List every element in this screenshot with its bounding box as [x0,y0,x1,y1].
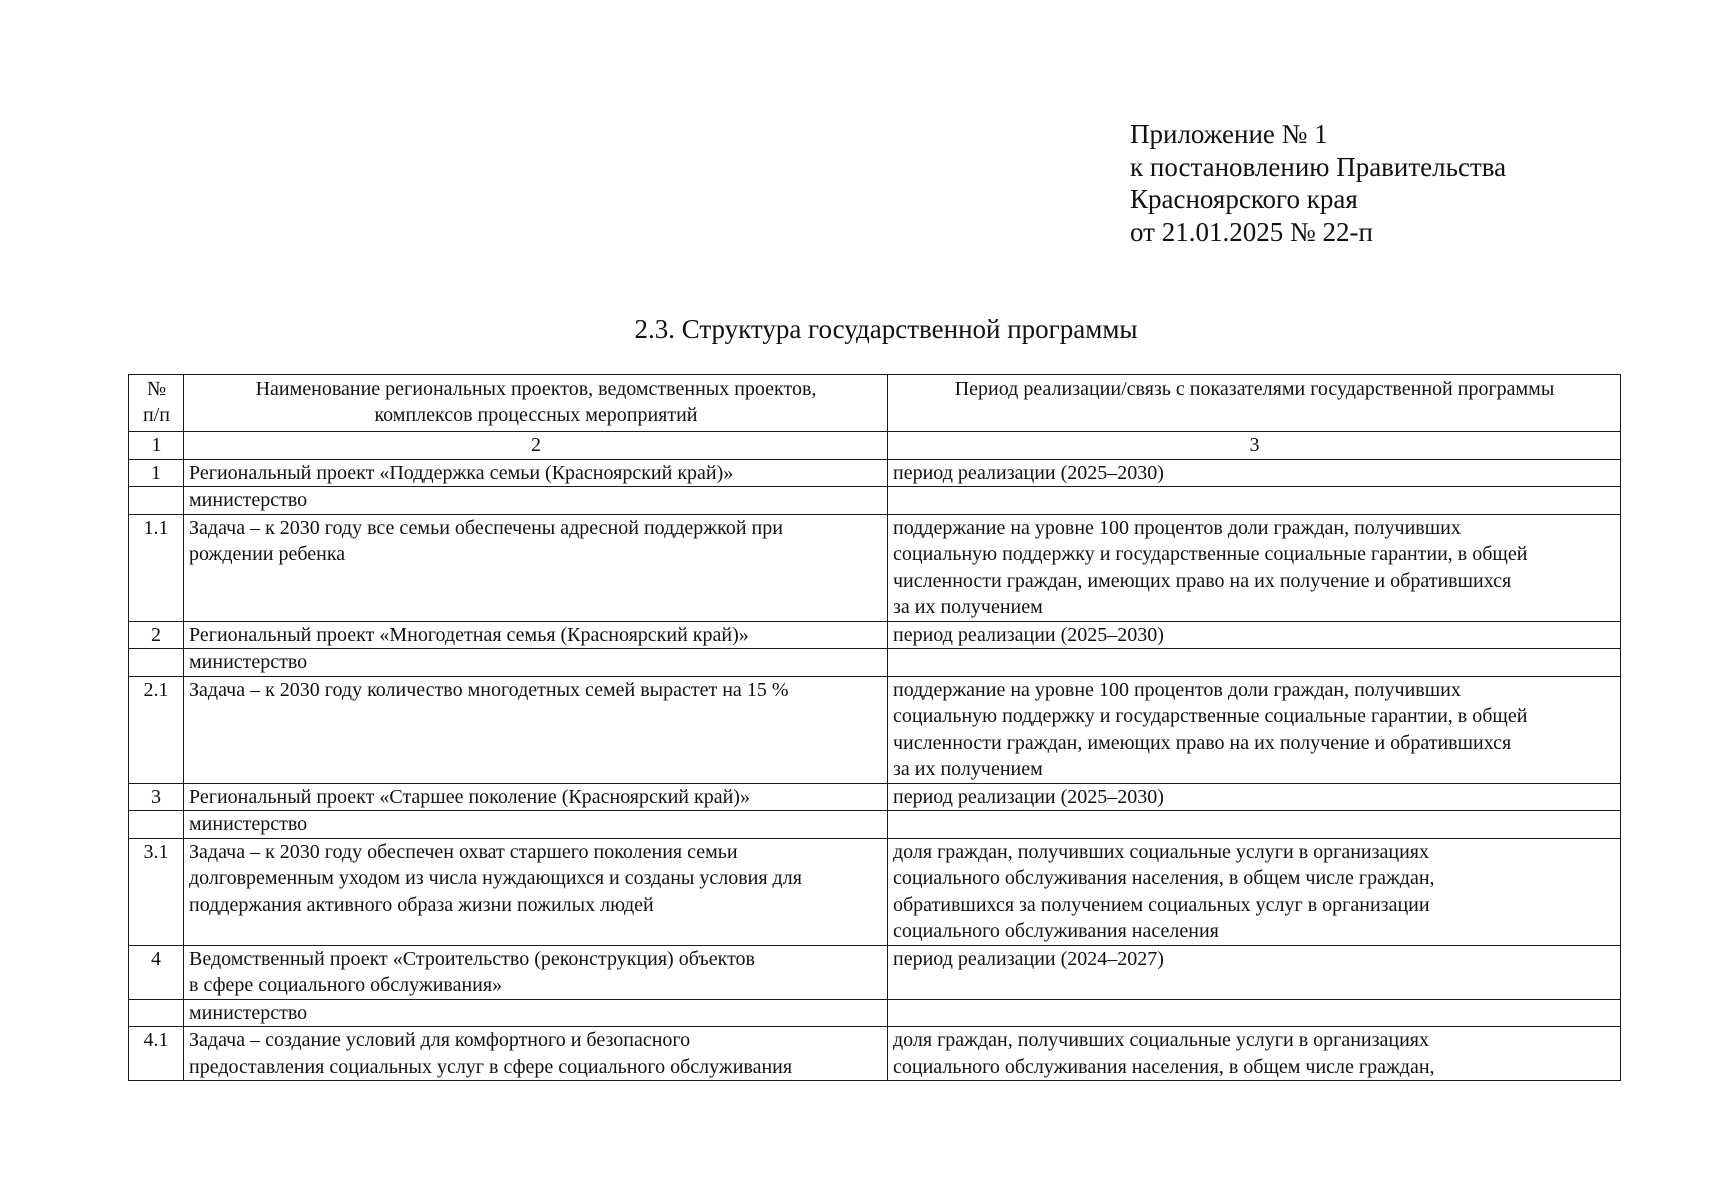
row-period [888,676,1621,783]
column-number-2: 2 [184,432,888,460]
row-name-line: рождении ребенка [189,543,346,565]
header-num [129,375,184,432]
row-period-line: поддержание на уровне 100 процентов доли граждан, получивших [893,516,1461,539]
row-name [184,487,888,515]
row-name [184,783,888,811]
row-number: 4.1 [129,1027,184,1081]
header-name-line-2: комплексов процессных мероприятий [374,404,698,426]
row-name-line: поддержания активного образа жизни пожилых людей [189,893,654,916]
row-name [184,1027,888,1081]
row-number: 1.1 [129,514,184,621]
header-name [184,375,888,432]
row-number [129,999,184,1027]
row-period [888,945,1621,999]
row-name-line: министерство [189,489,308,511]
table-row [129,838,1621,945]
row-name-line: долговременным уходом из числа нуждающихся и созданы условия для [189,867,802,889]
table-row [129,676,1621,783]
row-name-line: Региональный проект «Многодетная семья (Красноярский край)» [189,623,749,646]
appendix-line-4: от 21.01.2025 № 22-п [1130,216,1373,247]
row-period-line: доля граждан, получивших социальные услуги в организациях [893,1029,1430,1051]
row-name-line: предоставления социальных услуг в сфере социального обслуживания [189,1055,793,1078]
header-name-line-1: Наименование региональных проектов, ведомственных проектов, [255,378,817,400]
appendix-line-1: Приложение № 1 [1130,119,1328,149]
row-period [888,621,1621,649]
row-name-line: Ведомственный проект «Строительство (реконструкция) объектов [189,947,755,970]
row-name [184,621,888,649]
table-header-row [129,375,1621,432]
table-row [129,945,1621,999]
row-period-line: доля граждан, получивших социальные услуги в организациях [893,840,1430,863]
row-period-line: социального обслуживания населения, в общем числе граждан, [893,1055,1435,1078]
row-name [184,945,888,999]
row-number: 2 [129,621,184,649]
row-number: 1 [129,459,184,487]
row-period [888,459,1621,487]
row-period-line: период реализации (2025–2030) [893,785,1164,808]
row-name-line: Задача – к 2030 году обеспечен охват старшего поколения семьи [189,840,738,863]
column-number-row [129,432,1621,460]
row-name [184,649,888,677]
table-body [129,432,1621,1081]
row-name-line: министерство [189,813,308,835]
row-name-line: в сфере социального обслуживания» [189,974,503,996]
table-row [129,999,1621,1027]
table-row [129,649,1621,677]
row-name [184,838,888,945]
document-title: 2.3. Структура государственной программы [634,314,1138,344]
row-period-line [893,487,1616,514]
row-period-line: период реализации (2025–2030) [893,623,1164,646]
table-row [129,514,1621,621]
row-period-line: численности граждан, имеющих право на их получение и обратившихся [893,569,1512,592]
row-period-line: период реализации (2024–2027) [893,947,1164,970]
header-num-line-1: № [146,378,167,400]
table-row [129,1027,1621,1081]
row-name [184,999,888,1027]
row-name [184,811,888,839]
row-name-line: министерство [189,1001,308,1024]
row-name-line: Региональный проект «Поддержка семьи (Красноярский край)» [189,461,734,484]
row-name-line: Задача – к 2030 году все семьи обеспечены адресной поддержкой при [189,516,783,539]
row-name-line: Региональный проект «Старшее поколение (Красноярский край)» [189,785,750,808]
header-period-text: Период реализации/связь с показателями государственной программы [954,378,1555,400]
row-name-line: Задача – к 2030 году количество многодетных семей вырастет на 15 % [189,678,789,701]
header-period [888,375,1621,432]
row-period-line [893,649,1616,676]
row-number [129,487,184,515]
row-period-line: социального обслуживания населения [893,920,1219,942]
row-period [888,514,1621,621]
table-row [129,459,1621,487]
row-period-line: период реализации (2025–2030) [893,461,1164,484]
row-period-line [893,1000,1616,1027]
program-structure-table [128,374,1621,1081]
row-period-line: численности граждан, имеющих право на их получение и обратившихся [893,731,1512,754]
row-period [888,999,1621,1027]
appendix-line-2: к постановлению Правительства [1130,151,1507,182]
row-period-line: социальную поддержку и государственные социальные гарантии, в общей [893,543,1528,565]
row-period-line: социального обслуживания населения, в общем числе граждан, [893,867,1435,889]
row-period-line: за их получением [893,596,1043,618]
row-number: 4 [129,945,184,999]
row-name-line: Задача – создание условий для комфортного и безопасного [189,1029,691,1051]
row-period [888,811,1621,839]
row-period [888,838,1621,945]
row-period-line: обратившихся за получением социальных услуг в организации [893,893,1430,916]
row-name-line: министерство [189,651,308,673]
row-period [888,487,1621,515]
table-row [129,621,1621,649]
row-name [184,676,888,783]
row-number: 2.1 [129,676,184,783]
row-number: 3 [129,783,184,811]
row-period-line: социальную поддержку и государственные социальные гарантии, в общей [893,705,1528,727]
column-number-3: 3 [888,432,1621,460]
row-number: 3.1 [129,838,184,945]
header-num-line-2: п/п [143,404,170,426]
row-period-line: за их получением [893,758,1043,780]
row-period [888,1027,1621,1081]
row-name [184,459,888,487]
row-name [184,514,888,621]
column-number-1: 1 [129,432,184,460]
table-row [129,783,1621,811]
appendix-line-3: Красноярского края [1130,184,1358,214]
appendix-block [1130,118,1506,248]
row-number [129,649,184,677]
row-period-line: поддержание на уровне 100 процентов доли граждан, получивших [893,678,1461,701]
table-row [129,487,1621,515]
row-period [888,783,1621,811]
row-period [888,649,1621,677]
table-row [129,811,1621,839]
row-period-line [893,811,1616,838]
row-number [129,811,184,839]
